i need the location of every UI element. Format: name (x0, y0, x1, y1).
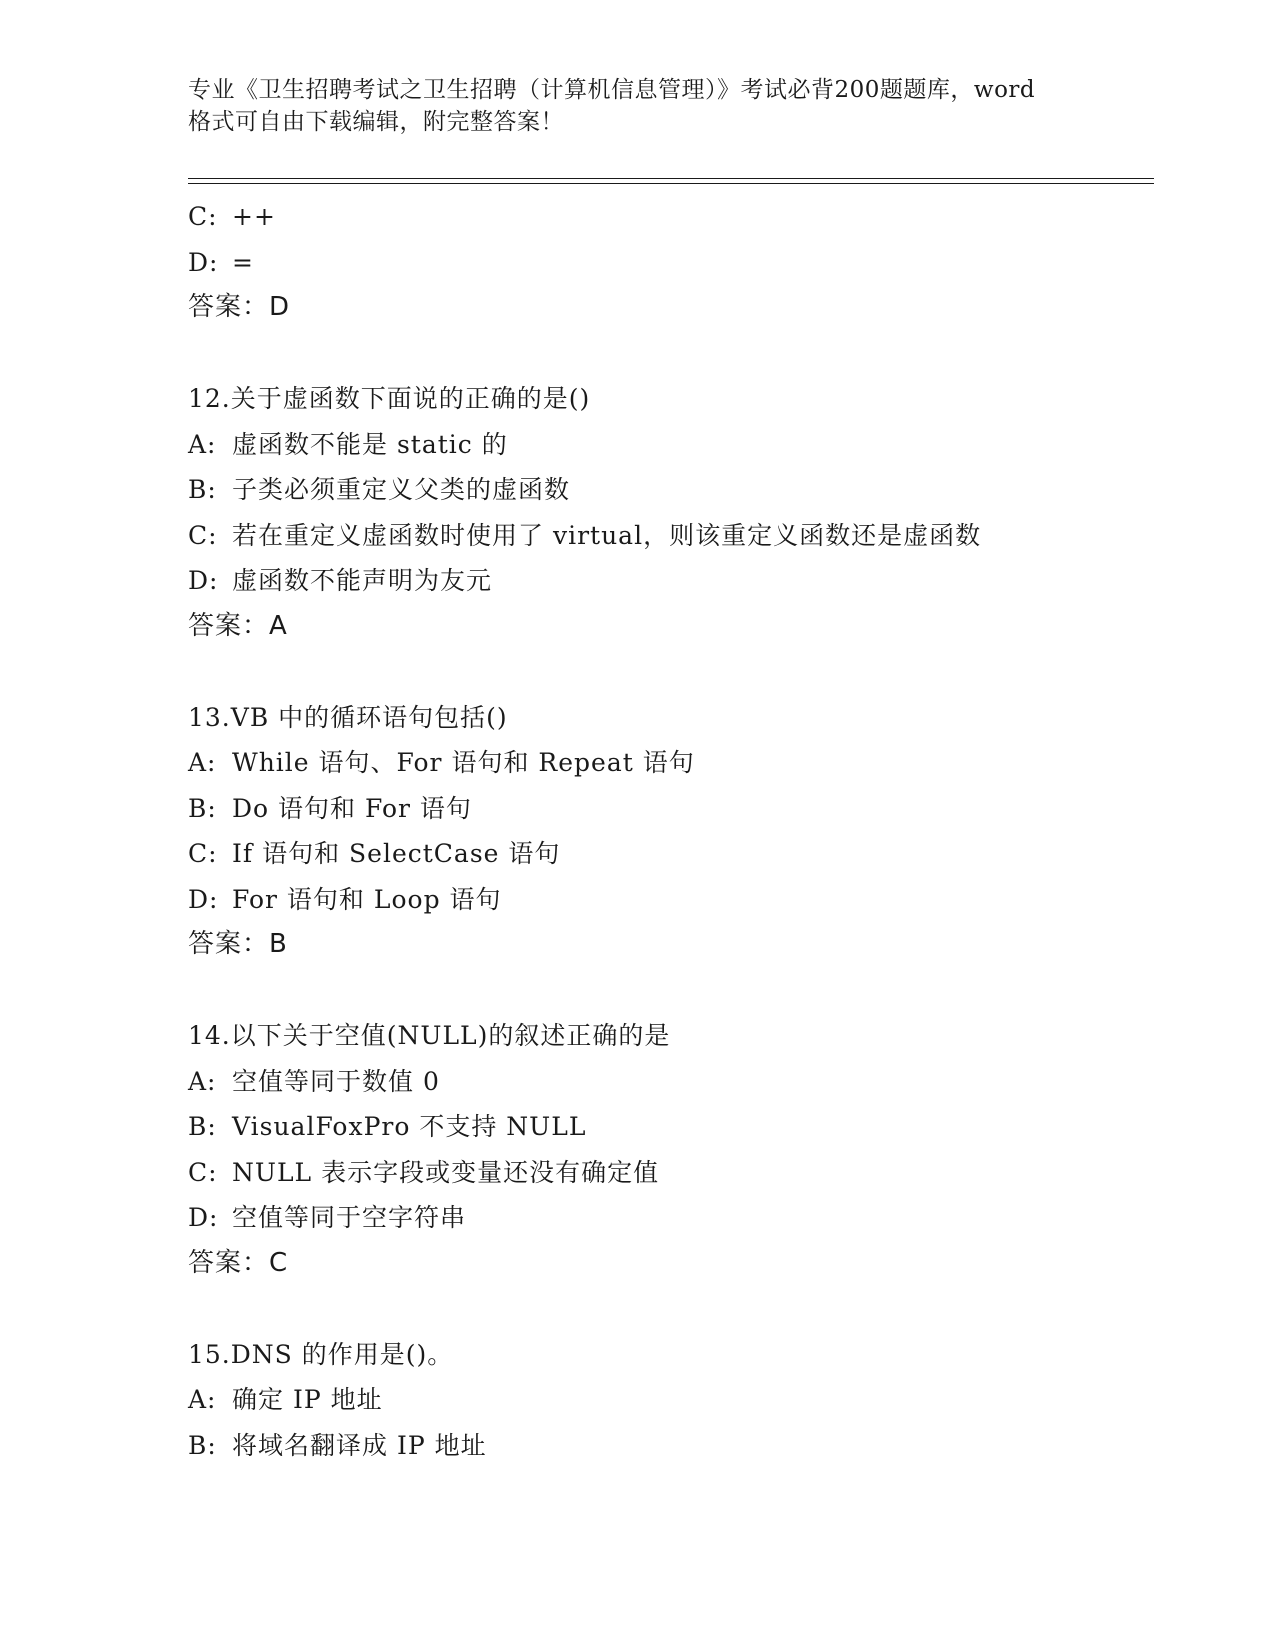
option-a: A: 确定 IP 地址 (188, 1385, 383, 1414)
option-b: B: 子类必须重定义父类的虚函数 (188, 475, 571, 504)
question-block-14 (188, 1013, 1148, 1332)
option-b: B: 将域名翻译成 IP 地址 (188, 1430, 487, 1460)
option-d: D: 虚函数不能声明为友元 (188, 566, 493, 595)
answer-line: 答案：C (188, 1247, 289, 1278)
answer-line: 答案：A (188, 610, 288, 641)
option-c: C: ++ (188, 202, 276, 231)
option-a: A: 空值等同于数值 0 (188, 1066, 440, 1096)
option-b: B: Do 语句和 For 语句 (188, 793, 472, 823)
answer-line: 答案：D (188, 292, 291, 322)
question-block-13 (188, 695, 1148, 1014)
option-d: D: = (188, 247, 254, 277)
question-stem: 15.DNS 的作用是()。 (188, 1339, 454, 1369)
question-block-15 (188, 1332, 1148, 1469)
option-a: A: 虚函数不能是 static 的 (188, 429, 508, 459)
header-divider-top (188, 178, 1154, 179)
header-line-2: 格式可自由下载编辑，附完整答案！ (188, 109, 564, 135)
question-stem: 14.以下关于空值(NULL)的叙述正确的是 (188, 1021, 671, 1050)
question-block-prev (188, 194, 1148, 376)
option-c: C: 若在重定义虚函数时使用了 virtual，则该重定义函数还是虚函数 (188, 520, 982, 550)
option-c: C: If 语句和 SelectCase 语句 (188, 839, 561, 868)
question-stem: 13.VB 中的循环语句包括() (188, 702, 508, 732)
header-divider-bottom (188, 183, 1154, 184)
option-d: D: For 语句和 Loop 语句 (188, 884, 502, 914)
header-line-1: 专业《卫生招聘考试之卫生招聘（计算机信息管理）》考试必背200题题库，word (188, 77, 1036, 103)
question-stem: 12.关于虚函数下面说的正确的是() (188, 384, 591, 413)
document-header (188, 74, 1088, 138)
option-c: C: NULL 表示字段或变量还没有确定值 (188, 1157, 660, 1187)
option-b: B: VisualFoxPro 不支持 NULL (188, 1112, 587, 1141)
answer-line: 答案：B (188, 929, 288, 959)
option-d: D: 空值等同于空字符串 (188, 1203, 467, 1232)
question-block-12 (188, 376, 1148, 695)
question-list (188, 194, 1148, 1468)
option-a: A: While 语句、For 语句和 Repeat 语句 (188, 748, 695, 777)
